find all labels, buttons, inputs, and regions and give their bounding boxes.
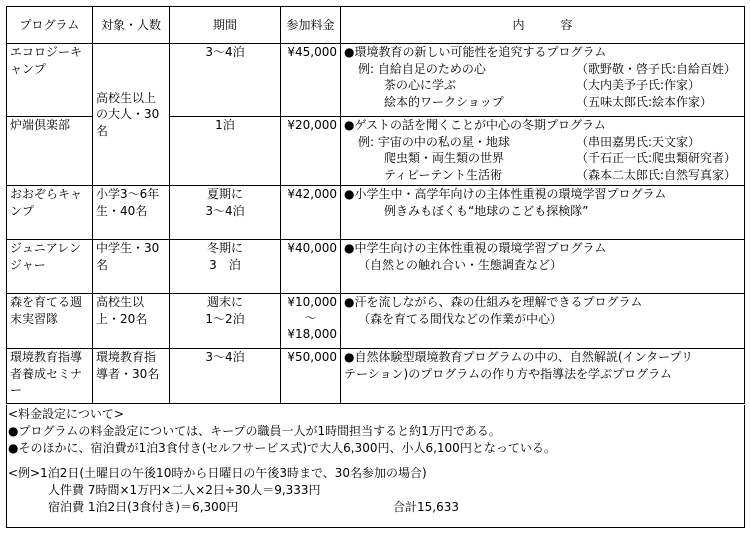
program-name: ジュニアレンジャー <box>7 240 93 294</box>
content-cell <box>341 44 745 117</box>
header-row <box>7 7 745 44</box>
fee-cell <box>281 349 341 404</box>
content-cell <box>341 240 745 294</box>
program-name: エコロジーキャンプ <box>7 44 93 117</box>
fee-cell <box>281 240 341 294</box>
fee-text: ¥18,000 <box>287 327 337 341</box>
content-line: ●中学生向けの主体性重視の環境学習プログラム <box>344 241 607 255</box>
table-row <box>7 240 745 294</box>
example-note: （五味太郎氏:絵本作家） <box>576 94 713 109</box>
header-content: 内 容 <box>341 7 745 44</box>
content-line: 例きみもぼくも“地球のこども探検隊” <box>384 203 589 218</box>
fee-text: ¥10,000 <box>287 295 337 309</box>
target-cell: 環境教育指導者・30名 <box>93 349 170 404</box>
fee-text: ¥45,000 <box>287 45 337 59</box>
period-text: 3～4泊 <box>205 45 245 59</box>
content-line <box>344 94 741 111</box>
notes-total: 合計15,633 <box>393 500 459 514</box>
fee-cell <box>281 186 341 240</box>
period-cell <box>170 44 281 117</box>
fee-notes <box>8 406 744 516</box>
period-text: 週末に <box>206 295 243 309</box>
target-cell: 小学3～6年生・40名 <box>93 186 170 240</box>
content-line <box>344 77 741 94</box>
period-text: 夏期に <box>206 187 243 201</box>
notes-line: ●そのほかに、宿泊費が1泊3食付き(セルフサービス式)で大人6,300円、小人6,100円となっている。 <box>8 441 556 455</box>
content-line: ●小学生中・高学年向けの主体性重視の環境学習プログラム <box>344 187 667 201</box>
period-cell <box>170 240 281 294</box>
header-target: 対象・人数 <box>93 7 170 44</box>
fee-text: ¥42,000 <box>287 187 337 201</box>
example-note: （串田嘉男氏:天文家） <box>576 134 701 149</box>
content-line: （森を育てる間伐などの作業が中心） <box>358 311 563 326</box>
example-note: （千石正一氏:爬虫類研究者） <box>576 151 737 166</box>
example-text: 茶の心に学ぶ <box>384 78 457 93</box>
fee-cell <box>281 44 341 117</box>
example-text: 例: 自給自足のための心 <box>358 61 486 76</box>
period-text: 3 泊 <box>209 257 241 272</box>
header-program: プログラム <box>7 7 93 44</box>
header-fee: 参加料金 <box>281 7 341 44</box>
target-cell: 中学生・30名 <box>93 240 170 294</box>
notes-lodging-row <box>8 499 744 516</box>
content-line <box>344 61 741 78</box>
content-line <box>344 167 741 184</box>
program-name: 炉端倶楽部 <box>7 117 93 186</box>
period-text: 1泊 <box>215 118 235 132</box>
table-row <box>7 294 745 349</box>
example-note: （大内美予子氏:作家） <box>576 78 701 93</box>
period-text: 冬期に <box>206 241 243 255</box>
content-line <box>344 134 741 151</box>
period-cell <box>170 186 281 240</box>
program-name: 森を育てる週末実習隊 <box>7 294 93 349</box>
example-text: ティピーテント生活術 <box>384 167 502 182</box>
example-text: 爬虫類・両生類の世界 <box>384 151 505 166</box>
notes-heading: <料金設定について> <box>8 407 124 421</box>
notes-lodging: 宿泊費 1泊2日(3食付き)＝6,300円 <box>48 500 239 514</box>
content-line: ●ゲストの話を聞くことが中心の冬期プログラム <box>344 118 606 132</box>
period-cell <box>170 117 281 186</box>
notes-example: <例>1泊2日(土曜日の午後10時から日曜日の午後3時まで、30名参加の場合) <box>8 466 427 480</box>
program-table <box>6 6 745 404</box>
content-line: ●汗を流しながら、森の仕組みを理解できるプログラム <box>344 295 643 309</box>
fee-range-mark: ～ <box>304 311 317 325</box>
notes-line: ●プログラムの料金設定については、キープの職員一人が1時間担当すると約1万円である。 <box>8 424 501 438</box>
content-cell <box>341 349 745 404</box>
content-line: ●環境教育の新しい可能性を追究するプログラム <box>344 45 607 59</box>
content-line <box>344 150 741 167</box>
target-cell: 高校生以上・20名 <box>93 294 170 349</box>
example-text: 例: 宇宙の中の私の星・地球 <box>358 134 510 149</box>
program-name: 環境教育指導者養成セミナー <box>7 349 93 404</box>
content-line: （自然との触れ合い・生態調査など） <box>358 257 563 272</box>
table-row <box>7 186 745 240</box>
table-row <box>7 349 745 404</box>
example-note: （森本二太郎氏:自然写真家） <box>576 167 737 182</box>
content-cell <box>341 117 745 186</box>
fee-text: ¥40,000 <box>287 241 337 255</box>
content-line: テーション)のプログラムの作り方や指導法を学ぶプログラム <box>344 366 672 381</box>
period-text: 1～2泊 <box>205 311 245 326</box>
content-line: ●自然体験型環境教育プログラムの中の、自然解説(インタープリ <box>344 350 693 364</box>
target-cell: 高校生以上の大人・30名 <box>93 44 170 186</box>
fee-text: ¥20,000 <box>287 118 337 132</box>
fee-cell <box>281 117 341 186</box>
period-text: 3～4泊 <box>205 350 245 364</box>
fee-text: ¥50,000 <box>287 350 337 364</box>
period-text: 3～4泊 <box>205 203 245 218</box>
notes-labor: 人件費 7時間×1万円×二人×2日÷30人＝9,333円 <box>48 483 321 497</box>
fee-cell <box>281 294 341 349</box>
period-cell <box>170 294 281 349</box>
content-cell <box>341 186 745 240</box>
example-text: 絵本的ワークショップ <box>384 94 504 109</box>
header-period: 期間 <box>170 7 281 44</box>
example-note: （歌野敬・啓子氏:自給百姓） <box>576 61 737 76</box>
content-cell <box>341 294 745 349</box>
program-name: おおぞらキャンプ <box>7 186 93 240</box>
table-row <box>7 44 745 117</box>
period-cell <box>170 349 281 404</box>
